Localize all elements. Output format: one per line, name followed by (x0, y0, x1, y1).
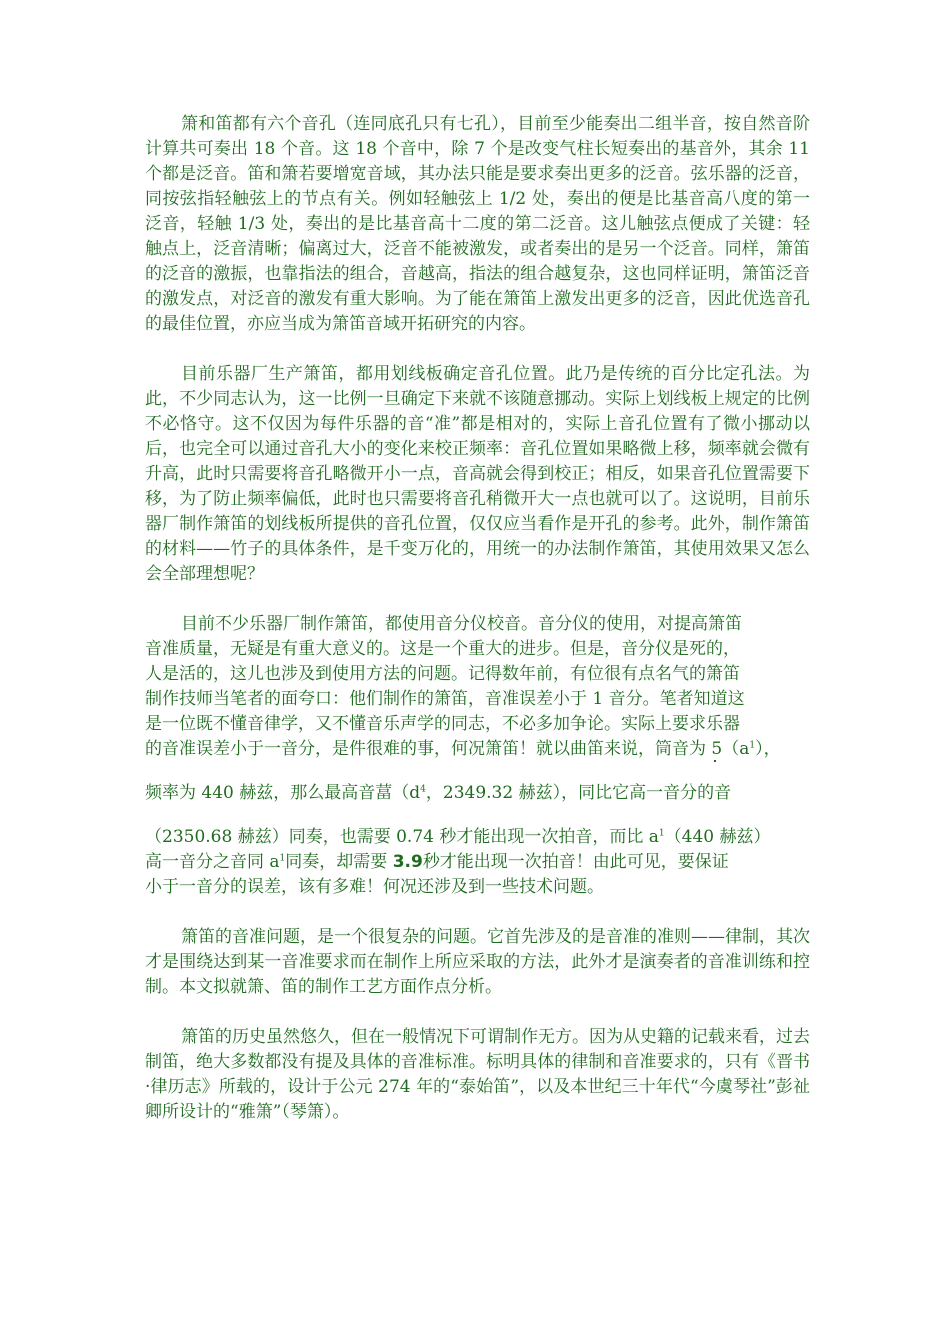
paragraph-5: 箫笛的历史虽然悠久，但在一般情况下可谓制作无方。因为从史籍的记载来看，过去制笛，绝大多数都没有提及具体的音准标准。标明具体的律制和音准要求的，只有《晋书·律历志》所载的，设计于公元 274 年的“泰始笛”，以及本世纪三十年代“今虞琴社”彭祉卿所设计的“雅箫”（琴箫）。 (145, 1027, 810, 1122)
p3-line-10: 小于一音分的误差，该有多难！何况还涉及到一些技术问题。 (145, 877, 604, 897)
p3-line-8 (145, 825, 810, 850)
p3-line-8-text: （2350.68 赫兹）同奏，也需要 0.74 秒才能出现一次拍音，而比 a (145, 827, 659, 847)
p3-line-9 (145, 850, 810, 875)
paragraph-3 (145, 612, 810, 900)
p3-line-3: 人是活的，这儿也涉及到使用方法的问题。记得数年前，有位很有点名气的箫笛 (145, 664, 740, 684)
p3-line-6-end: ）， (755, 739, 781, 759)
p3-line-9-text: 高一音分之音同 a (145, 852, 280, 872)
p3-line-7 (145, 781, 810, 806)
p3-line-2: 音准质量，无疑是有重大意义的。这是一个重大的进步。但是，音分仪是死的， (145, 639, 740, 659)
p3-line-7-text: 频率为 440 赫兹，那么最高音葍（d (145, 783, 421, 803)
p3-line-9-mid: 同奏，却需要 (285, 852, 393, 872)
superscript: 4 (420, 784, 426, 795)
p3-line-4: 制作技师当笔者的面夸口：他们制作的箫笛，音准误差小于 1 音分。笔者知道这 (145, 689, 745, 709)
notation-note: 5 (711, 739, 723, 759)
bold-number: 3.9 (392, 852, 423, 872)
paragraph-1: 箫和笛都有六个音孔（连同底孔只有七孔），目前至少能奏出二组半音，按自然音阶计算共可奏出 18 个音。这 18 个音中，除 7 个是改变气柱长短奏出的基音外，其余 11 个都是泛音。笛和箫若要增宽音域，其办法只能是要求奏出更多的泛音。弦乐器的泛音，同按弦指轻触弦上的节点有关。例如轻触弦上 1/2 处，奏出的便是比基音高八度的第一泛音，轻触 1/3 处，奏出的是比基音高十二度的第二泛音。这儿触弦点便成了关键：轻触点上，泛音清晰；偏离过大，泛音不能被激发，或者奏出的是另一个泛音。同样，箫笛的泛音的激振，也靠指法的组合，音越高，指法的组合越复杂，这也同样证明，箫笛泛音的激发点，对泛音的激发有重大影响。为了能在箫笛上激发出更多的泛音，因此优选音孔的最佳位置，亦应当成为箫笛音域开拓研究的内容。 (145, 114, 810, 334)
paragraph-4: 箫笛的音准问题，是一个很复杂的问题。它首先涉及的是音准的准则——律制，其次才是围绕达到某一音准要求而在制作上所应采取的方法，此外才是演奏者的音准训练和控制。本文拟就箫、笛的制作工艺方面作点分析。 (145, 927, 810, 997)
p3-line-6 (145, 737, 810, 762)
p3-line-6-paren: （a (722, 739, 750, 759)
p3-line-6-text: 的音准误差小于一音分，是件很难的事，何况箫笛！就以曲笛来说，筒音为 (145, 739, 712, 759)
superscript: 1 (749, 740, 756, 751)
p3-line-5: 是一位既不懂音律学，又不懂音乐声学的同志，不必多加争论。实际上要求乐器 (145, 714, 740, 734)
p3-line-9-end: 秒才能出现一次拍音！由此可见，要保证 (422, 852, 729, 872)
paragraph-2: 目前乐器厂生产箫笛，都用划线板确定音孔位置。此乃是传统的百分比定孔法。为此，不少同志认为，这一比例一旦确定下来就不该随意挪动。实际上划线板上规定的比例不必恪守。这不仅因为每件乐器的音“准”都是相对的，实际上音孔位置有了微小挪动以后，也完全可以通过音孔大小的变化来校正频率：音孔位置如果略微上移，频率就会微有升高，此时只需要将音孔略微开小一点，音高就会得到校正；相反，如果音孔位置需要下移，为了防止频率偏低，此时也只需要将音孔稍微开大一点也就可以了。这说明，目前乐器厂制作箫笛的划线板所提供的音孔位置，仅仅应当看作是开孔的参考。此外，制作箫笛的材料——竹子的具体条件，是千变万化的，用统一的办法制作箫笛，其使用效果又怎么会全部理想呢？ (145, 364, 810, 584)
p3-line-1: 目前不少乐器厂制作箫笛，都使用音分仪校音。音分仪的使用，对提高箫笛 (181, 614, 742, 634)
superscript: 1 (279, 853, 286, 864)
superscript: 1 (658, 828, 665, 839)
document-body (145, 112, 810, 1125)
p3-line-8-end: （440 赫兹） (664, 827, 771, 847)
p3-line-7-end: ，2349.32 赫兹），同比它高一音分的音 (425, 783, 732, 803)
